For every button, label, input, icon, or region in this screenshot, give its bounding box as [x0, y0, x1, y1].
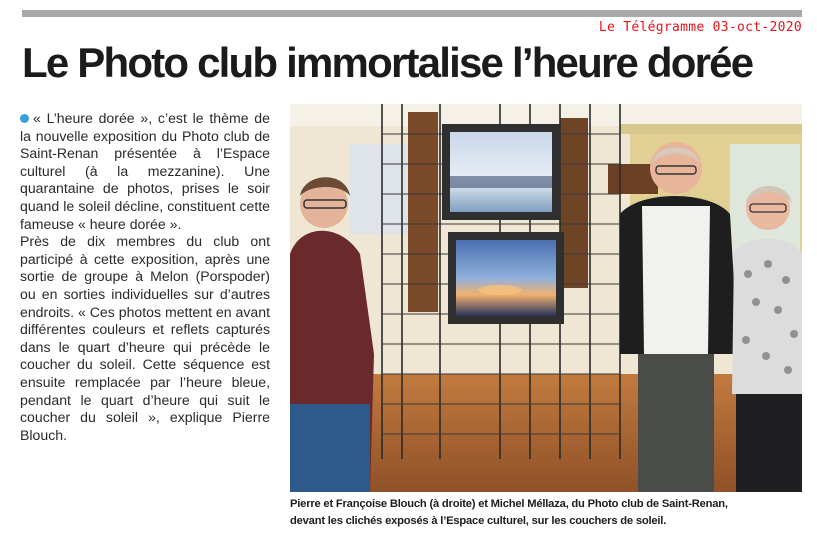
exhibition-photo-drawing — [290, 104, 802, 492]
paragraph-1 — [20, 110, 270, 233]
top-rule — [22, 10, 802, 17]
paragraph-2: Près de dix membres du club ont participé à cette exposition, après une sortie de groupe à Melon (Porspoder) ou en sorties individuelles sur d’autres endroits. « Ces photos mettent en avant différentes couleurs et reflets capturés dans le quart d’heure qui précède le coucher du soleil. Cette séquence est ensuite remplacée par l’heure bleue, pendant le quart d’heure qui suit le coucher du soleil », explique Pierre Blouch. — [20, 233, 270, 443]
caption-line-1: Pierre et Françoise Blouch (à droite) et Michel Méllaza, du Photo club de Saint-Renan, — [290, 498, 728, 510]
headline: Le Photo club immortalise l’heure dorée — [22, 39, 753, 86]
photo-caption — [290, 496, 805, 530]
article-body — [20, 110, 270, 444]
paragraph-1-text: « L’heure dorée », c’est le thème de la nouvelle exposition du Photo club de Saint-Renan présentée à l’Espace culturel (à la mezzanine). Une quarantaine de photos, prises le soir quand le soleil décline, constituent cette fameuse « heure dorée ». — [20, 110, 270, 232]
source-line: Le Télégramme 03-oct-2020 — [598, 20, 802, 35]
caption-line-2: devant les clichés exposés à l’Espace culturel, sur les couchers de soleil. — [290, 515, 667, 527]
exhibition-photo — [290, 104, 802, 492]
bullet-icon — [20, 114, 29, 123]
